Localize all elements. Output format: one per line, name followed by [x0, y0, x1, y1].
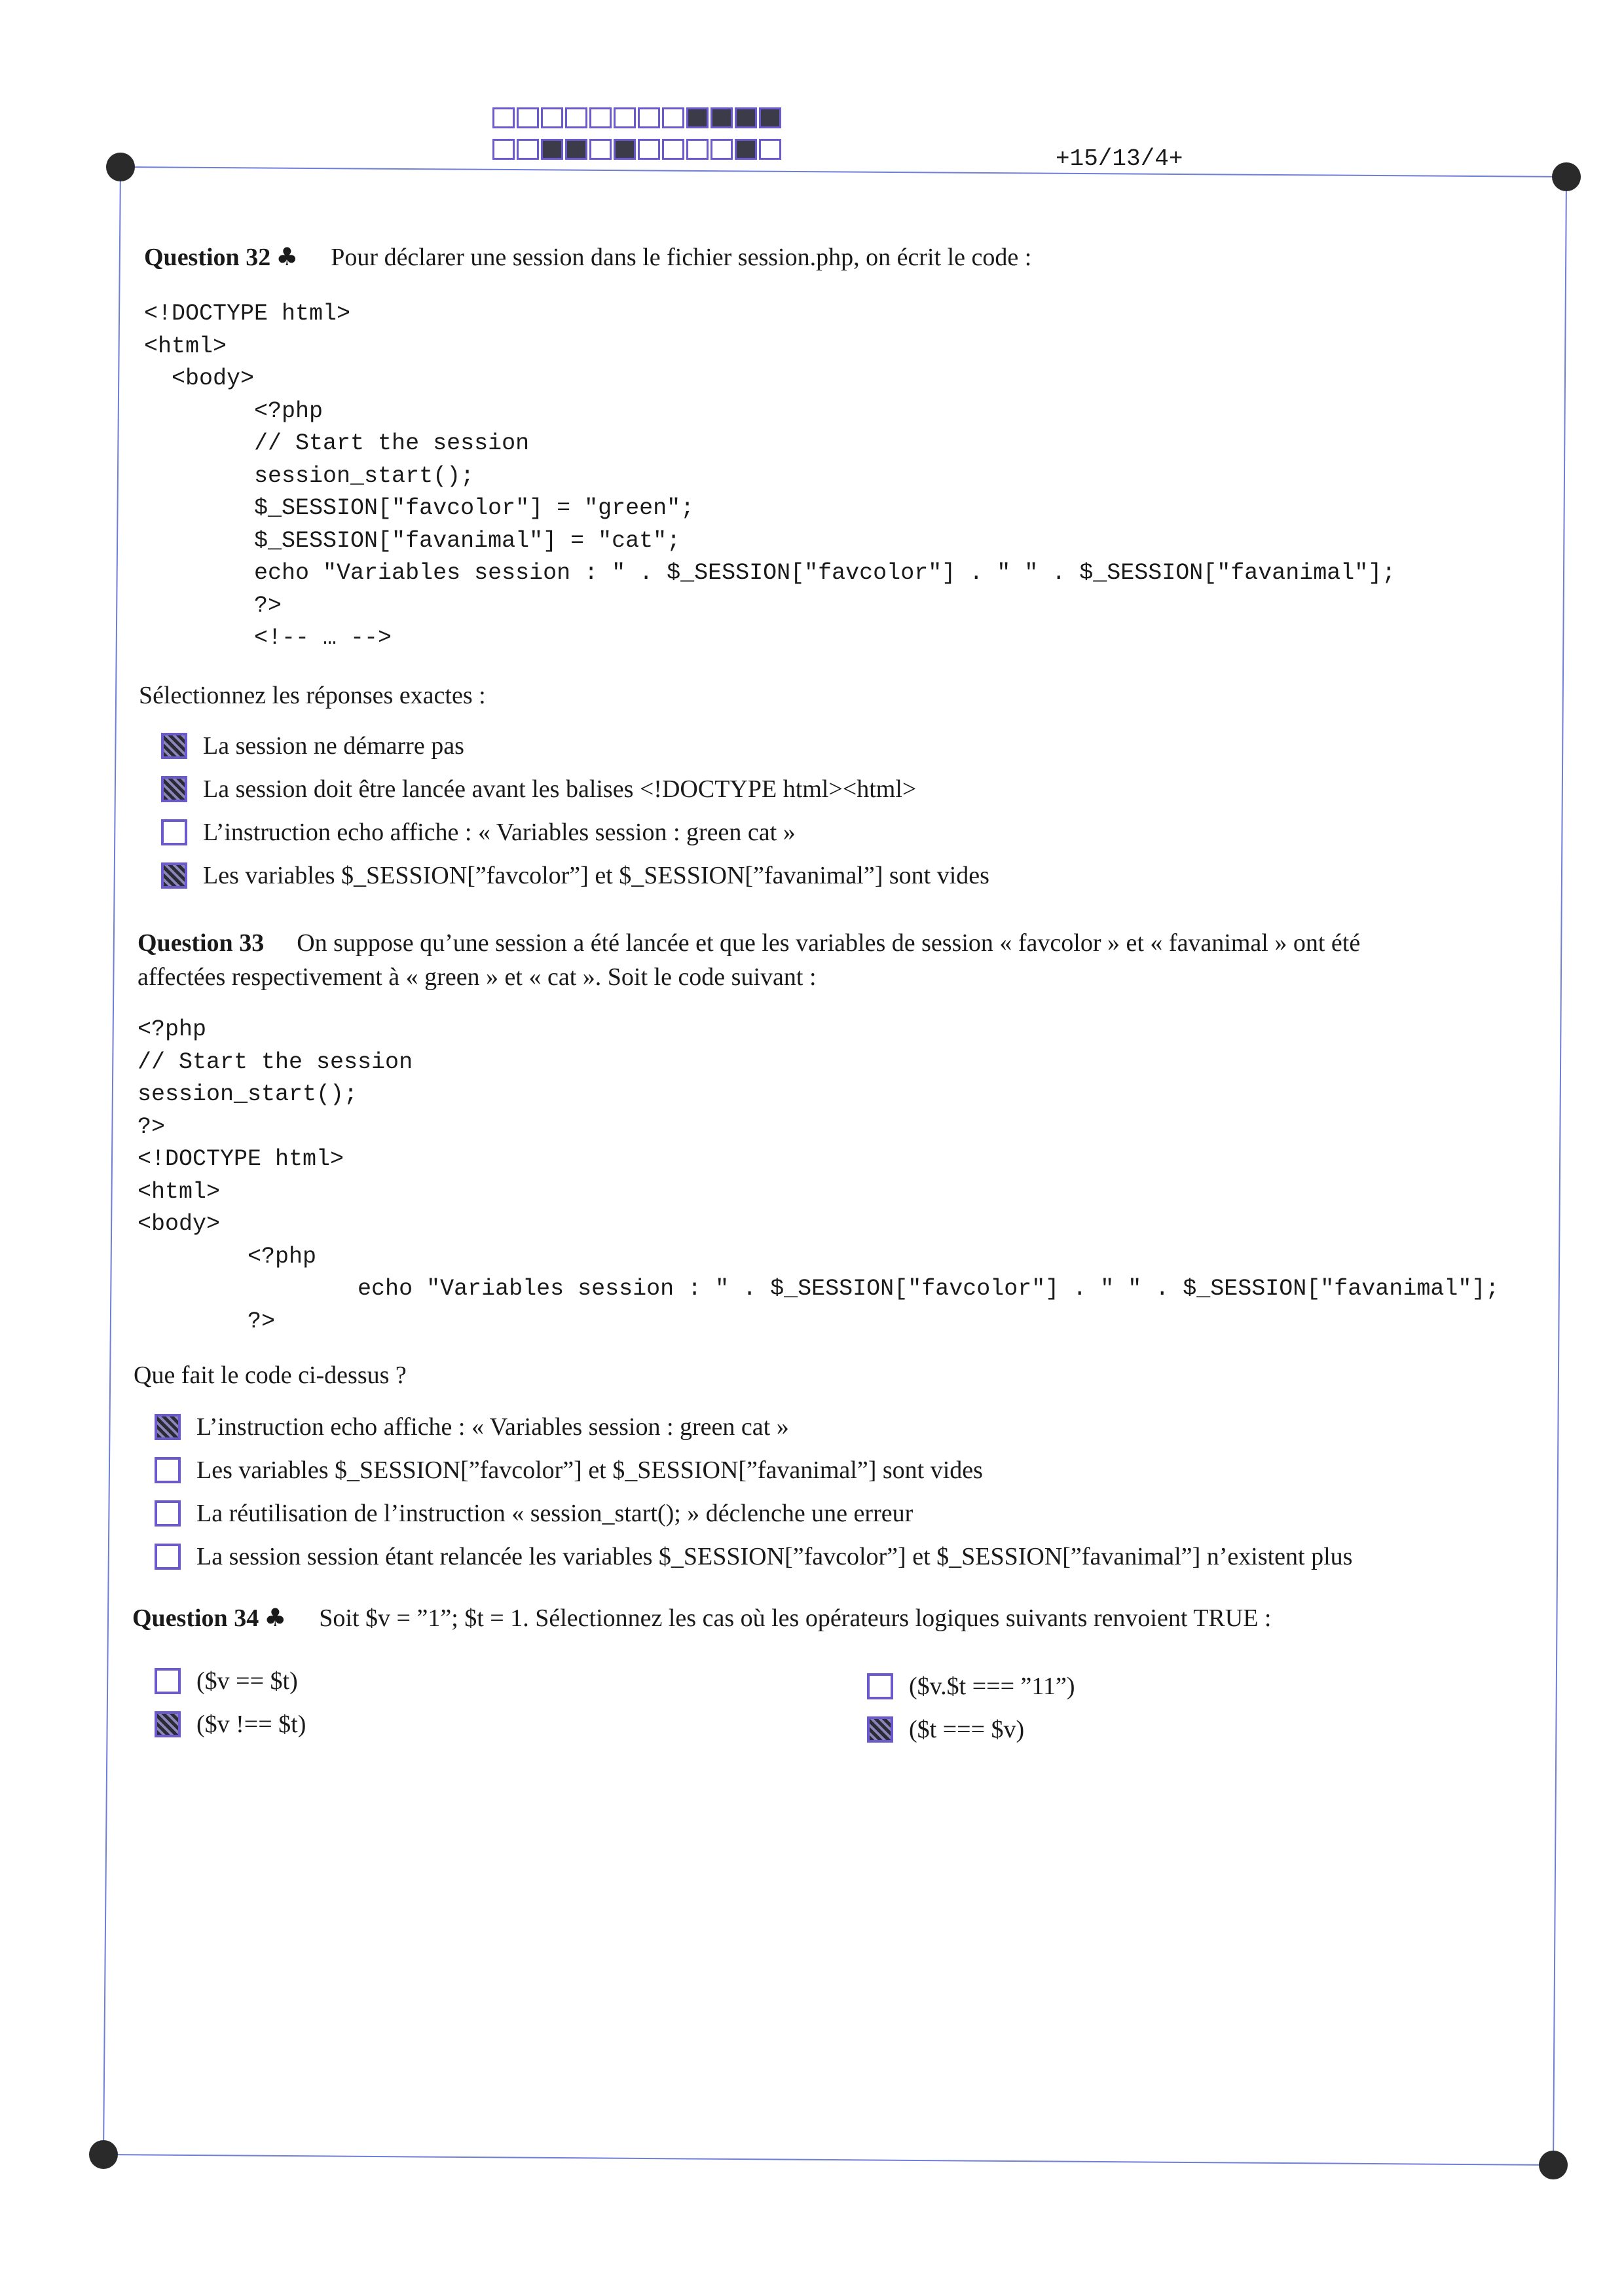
- question-32-text: Pour déclarer une session dans le fichier session.php, on écrit le code :: [331, 244, 1032, 271]
- answer-label: La session doit être lancée avant les balises <!DOCTYPE html><html>: [203, 775, 917, 803]
- question-33-prompt: Que fait le code ci-dessus ?: [134, 1361, 407, 1389]
- registration-mark-bottom-left: [89, 2140, 118, 2169]
- answer-option[interactable]: [155, 1492, 1352, 1535]
- barcode-cell: [710, 107, 733, 128]
- barcode-cell: [492, 107, 515, 128]
- barcode-cell: [541, 139, 563, 160]
- barcode-cell: [565, 107, 587, 128]
- question-33-heading: [138, 929, 1360, 957]
- barcode-cell: [614, 139, 636, 160]
- answer-option[interactable]: [155, 1405, 1352, 1449]
- barcode-cell: [710, 139, 733, 160]
- answer-option[interactable]: [161, 724, 989, 768]
- checked-checkbox[interactable]: [155, 1711, 181, 1737]
- question-34-heading: [132, 1603, 1272, 1633]
- answer-label: La réutilisation de l’instruction « session_start(); » déclenche une erreur: [196, 1500, 913, 1527]
- answer-option[interactable]: [155, 1703, 306, 1746]
- answer-label: Les variables $_SESSION[”favcolor”] et $_SESSION[”favanimal”] sont vides: [203, 862, 989, 889]
- question-34-label: Question 34: [132, 1604, 259, 1632]
- checked-checkbox[interactable]: [155, 1414, 181, 1440]
- question-33-text-line1: On suppose qu’une session a été lancée et que les variables de session « favcolor » et « favanimal » ont été: [297, 929, 1361, 957]
- answer-label: La session session étant relancée les variables $_SESSION[”favcolor”] et $_SESSION[”favanimal”] n’existent plus: [196, 1543, 1353, 1570]
- answer-option[interactable]: [867, 1665, 1075, 1708]
- question-34-text: Soit $v = ”1”; $t = 1. Sélectionnez les cas où les opérateurs logiques suivants renvoient TRUE :: [319, 1604, 1272, 1632]
- checkbox[interactable]: [161, 819, 187, 845]
- question-33-answers: [155, 1405, 1352, 1578]
- question-32-heading: [144, 242, 1031, 272]
- barcode-cell: [541, 107, 563, 128]
- barcode-cell: [517, 107, 539, 128]
- barcode-cell: [735, 139, 757, 160]
- barcode-cell: [589, 107, 612, 128]
- checkbox[interactable]: [155, 1500, 181, 1527]
- answer-option[interactable]: [161, 854, 989, 897]
- answer-label: ($t === $v): [909, 1716, 1025, 1743]
- registration-mark-bottom-right: [1539, 2151, 1568, 2179]
- answer-label: Les variables $_SESSION[”favcolor”] et $_SESSION[”favanimal”] sont vides: [196, 1456, 983, 1484]
- barcode-bottom-row: [492, 139, 781, 160]
- checkbox[interactable]: [155, 1544, 181, 1570]
- barcode-cell: [662, 107, 684, 128]
- registration-mark-top-left: [106, 153, 135, 181]
- barcode-cell: [492, 139, 515, 160]
- answer-label: ($v !== $t): [196, 1711, 306, 1738]
- answer-option[interactable]: [161, 768, 989, 811]
- answer-option[interactable]: [867, 1708, 1075, 1751]
- checked-checkbox[interactable]: [161, 733, 187, 759]
- barcode-cell: [735, 107, 757, 128]
- page-id: +15/13/4+: [1056, 145, 1183, 172]
- checkbox[interactable]: [867, 1673, 893, 1699]
- barcode-cell: [662, 139, 684, 160]
- club-icon: ♣: [264, 1603, 287, 1632]
- checkbox[interactable]: [155, 1668, 181, 1694]
- answer-label: L’instruction echo affiche : « Variables session : green cat »: [196, 1413, 789, 1441]
- answer-label: ($v.$t === ”11”): [909, 1673, 1075, 1700]
- registration-mark-top-right: [1552, 162, 1581, 191]
- answer-label: La session ne démarre pas: [203, 732, 464, 760]
- barcode-cell: [686, 139, 709, 160]
- answer-option[interactable]: [161, 811, 989, 854]
- question-32-prompt: Sélectionnez les réponses exactes :: [139, 682, 486, 709]
- barcode-cell: [589, 139, 612, 160]
- barcode-cell: [638, 139, 660, 160]
- answer-option[interactable]: [155, 1449, 1352, 1492]
- checked-checkbox[interactable]: [867, 1716, 893, 1743]
- barcode-top-row: [492, 107, 781, 128]
- checked-checkbox[interactable]: [161, 862, 187, 889]
- question-33-label: Question 33: [138, 929, 265, 957]
- barcode-cell: [614, 107, 636, 128]
- question-34-answers-right: [867, 1665, 1075, 1751]
- club-icon: ♣: [276, 242, 299, 271]
- answer-label: ($v == $t): [196, 1667, 298, 1695]
- barcode-cell: [517, 139, 539, 160]
- barcode-cell: [759, 139, 781, 160]
- question-33-text-line2: affectées respectivement à « green » et « cat ». Soit le code suivant :: [138, 963, 817, 991]
- answer-option[interactable]: [155, 1659, 306, 1703]
- checked-checkbox[interactable]: [161, 776, 187, 802]
- barcode-cell: [565, 139, 587, 160]
- checkbox[interactable]: [155, 1457, 181, 1483]
- question-32-label: Question 32: [144, 244, 271, 271]
- barcode-cell: [686, 107, 709, 128]
- answer-label: L’instruction echo affiche : « Variables session : green cat »: [203, 819, 796, 846]
- question-33-code: <?php // Start the session session_start(); ?> <!DOCTYPE html> <html> <body> <?php echo "Variables session : " . $_SESSION["favcolor"] . " " . $_SESSION["favanimal"]; ?>: [138, 1016, 1500, 1335]
- question-34-answers-left: [155, 1659, 306, 1746]
- question-32-answers: [161, 724, 989, 897]
- question-32-code: <!DOCTYPE html> <html> <body> <?php // Start the session session_start(); $_SESSION["favcolor"] = "green"; $_SESSION["favanimal"] = "cat"; echo "Variables session : " . $_SESSION["favcolor"] . " " . $_SESSION["favanimal"]; ?> <!-- … -->: [144, 301, 1396, 651]
- answer-option[interactable]: [155, 1535, 1352, 1578]
- barcode-cell: [638, 107, 660, 128]
- barcode-cell: [759, 107, 781, 128]
